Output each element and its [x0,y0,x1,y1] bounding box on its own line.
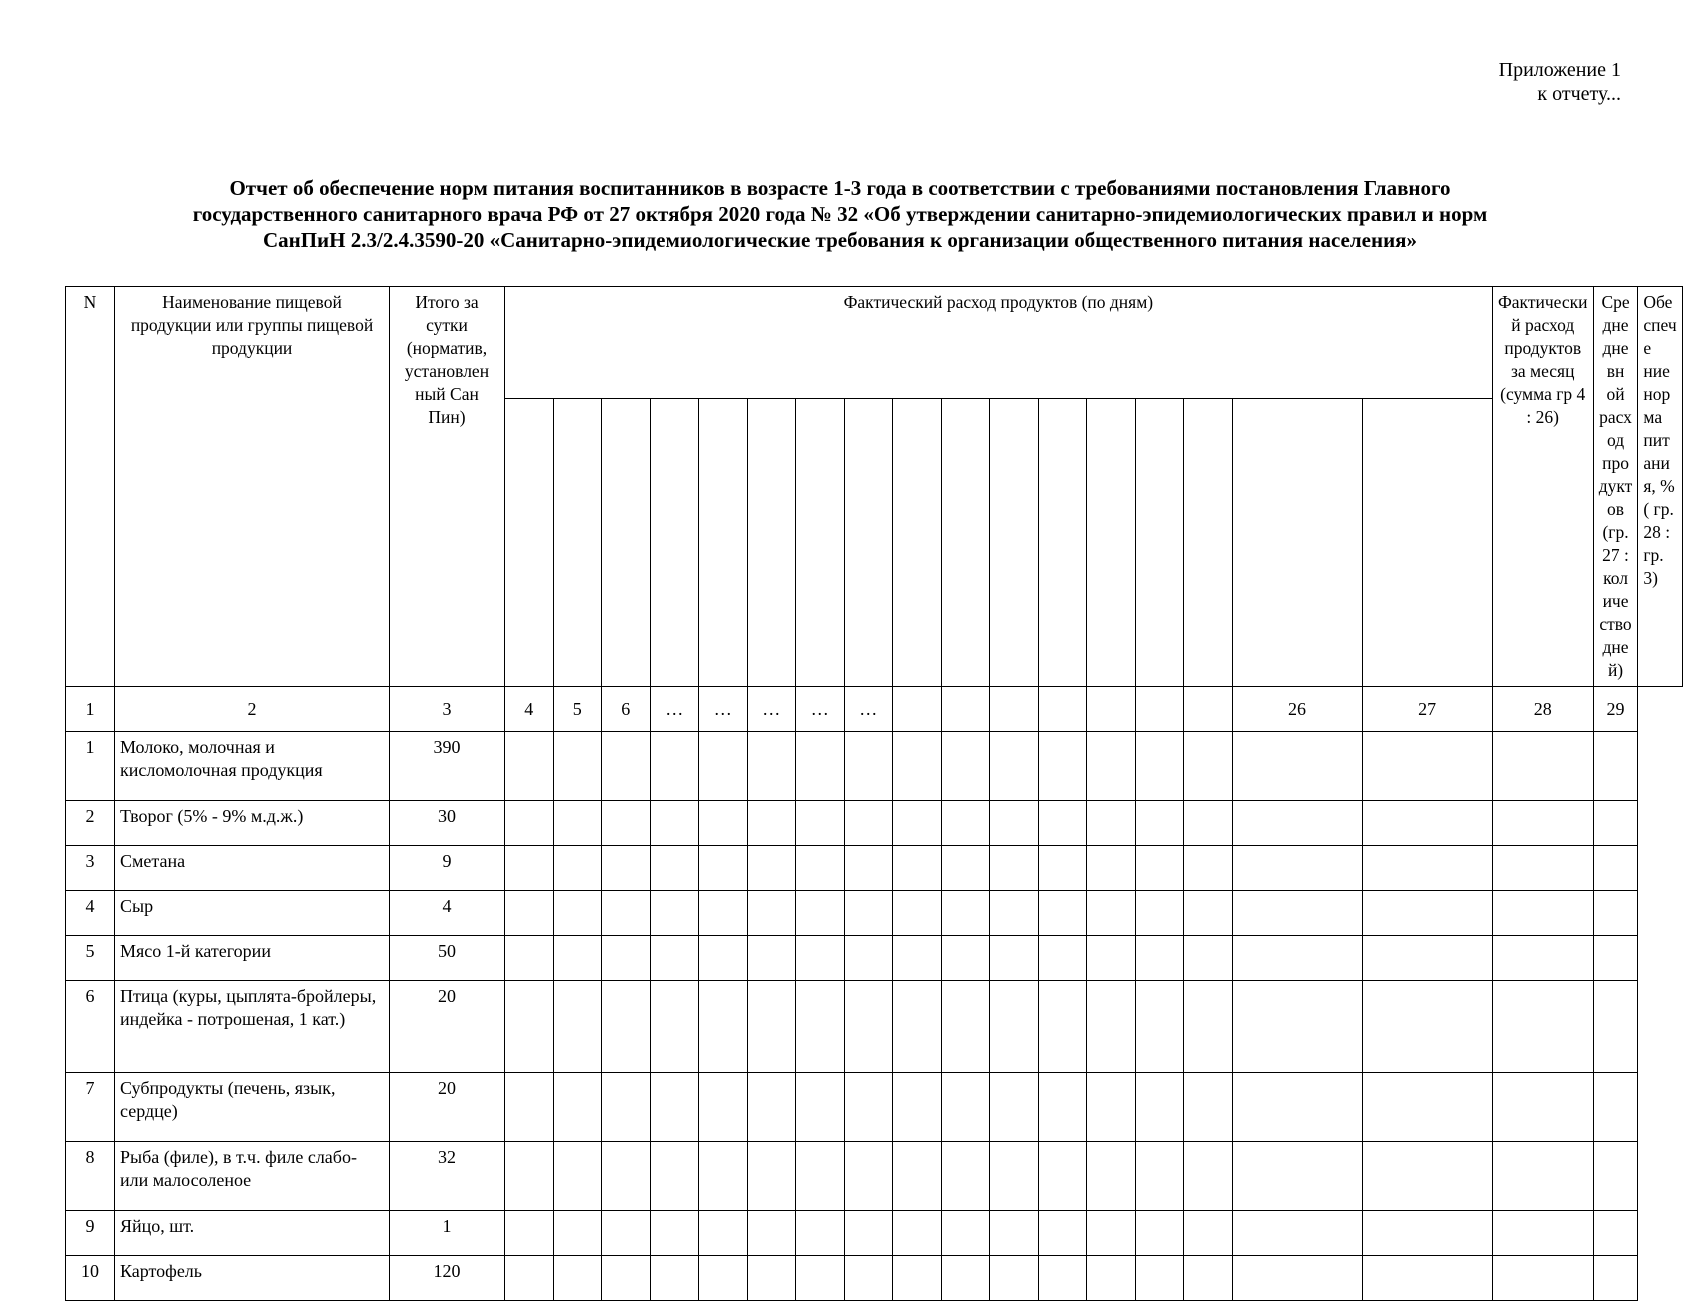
day-26-cell[interactable] [1362,891,1492,936]
day-subheader-cell [1362,398,1492,686]
header-n: N [66,287,115,687]
table-row [66,732,1683,801]
column-number-cell: 29 [1593,687,1638,732]
column-number-cell: 1 [66,687,115,732]
daily-value-cell[interactable] [1184,1211,1233,1256]
daily-value-cell[interactable] [747,801,796,846]
day-subheader-cell [699,398,748,686]
daily-value-cell[interactable] [893,732,942,801]
column-number-cell [1038,687,1087,732]
daily-value-cell[interactable] [844,801,893,846]
daily-value-cell[interactable] [1135,732,1184,801]
title-line-2: государственного санитарного врача РФ от 27 октября 2020 года № 32 «Об утверждении санитарно-эпидемиологических правил и норм [192,202,1488,226]
daily-value-cell[interactable] [796,981,845,1073]
daily-value-cell[interactable] [1135,1256,1184,1301]
daily-value-cell[interactable] [505,891,554,936]
daily-value-cell[interactable] [602,801,651,846]
daily-value-cell[interactable] [1038,732,1087,801]
day-subheader-cell [844,398,893,686]
daily-value-cell[interactable] [1038,1142,1087,1211]
daily-value-cell[interactable] [1087,1142,1136,1211]
day-subheader-cell [1184,398,1233,686]
daily-value-cell[interactable] [796,891,845,936]
norm-value: 32 [390,1142,505,1211]
daily-value-cell[interactable] [1184,936,1233,981]
product-name: Яйцо, шт. [115,1211,390,1256]
column-number-cell: 2 [115,687,390,732]
table-row [66,1142,1683,1211]
daily-value-cell[interactable] [650,846,699,891]
norm-value: 20 [390,981,505,1073]
title-line-3: СанПиН 2.3/2.4.3590-20 «Санитарно-эпидемиологические требования к организации общественного питания населения» [262,228,1418,252]
day-26-cell[interactable] [1362,936,1492,981]
daily-value-cell[interactable] [505,846,554,891]
day-subheader-cell [505,398,554,686]
daily-value-cell[interactable] [1232,1256,1362,1301]
daily-value-cell[interactable] [1135,1211,1184,1256]
daily-value-cell[interactable] [844,891,893,936]
product-name: Рыба (филе), в т.ч. филе слабо- или малосоленое [115,1142,390,1211]
provision-percent-cell[interactable] [1593,1073,1638,1142]
daily-value-cell[interactable] [796,1073,845,1142]
daily-value-cell[interactable] [505,981,554,1073]
daily-value-cell[interactable] [602,1211,651,1256]
daily-value-cell[interactable] [1087,1211,1136,1256]
day-subheader-cell [1038,398,1087,686]
daily-value-cell[interactable] [1087,936,1136,981]
daily-value-cell[interactable] [990,801,1039,846]
daily-value-cell[interactable] [990,846,1039,891]
daily-value-cell[interactable] [844,981,893,1073]
daily-value-cell[interactable] [602,891,651,936]
day-26-cell[interactable] [1362,801,1492,846]
month-total-cell[interactable] [1492,1142,1593,1211]
product-name: Птица (куры, цыплята-бройлеры, индейка - потрошеная, 1 кат.) [115,981,390,1073]
nutrition-report-table [65,286,1683,1301]
daily-value-cell[interactable] [505,1142,554,1211]
column-number-cell [990,687,1039,732]
month-total-cell[interactable] [1492,981,1593,1073]
header-name: Наименование пищевой продукции или группы пищевой продукции [115,287,390,687]
day-subheader-cell [1087,398,1136,686]
provision-percent-cell[interactable] [1593,1211,1638,1256]
table-row [66,1256,1683,1301]
table-row [66,801,1683,846]
daily-value-cell[interactable] [1184,1073,1233,1142]
daily-value-cell[interactable] [1038,1256,1087,1301]
day-subheader-cell [941,398,990,686]
daily-value-cell[interactable] [1232,1211,1362,1256]
column-number-cell: 26 [1232,687,1362,732]
table-row [66,846,1683,891]
header-daily-average: Среднедневн ой расход продуктов (гр. 27 : количество дней) [1593,287,1638,687]
daily-value-cell[interactable] [505,732,554,801]
day-subheader-cell [553,398,602,686]
day-subheader-cell [796,398,845,686]
daily-value-cell[interactable] [1232,1142,1362,1211]
row-number: 10 [66,1256,115,1301]
daily-value-cell[interactable] [893,1142,942,1211]
month-total-cell[interactable] [1492,936,1593,981]
daily-value-cell[interactable] [650,801,699,846]
column-number-row [66,687,1683,732]
daily-value-cell[interactable] [941,732,990,801]
row-number: 8 [66,1142,115,1211]
product-name: Сыр [115,891,390,936]
daily-value-cell[interactable] [553,891,602,936]
daily-value-cell[interactable] [1087,1256,1136,1301]
daily-value-cell[interactable] [844,846,893,891]
header-provision-percent: Обеспече ние норма питания, % ( гр. 28 : гр. 3) [1638,287,1683,687]
daily-value-cell[interactable] [699,801,748,846]
daily-value-cell[interactable] [553,1073,602,1142]
column-number-cell: 4 [505,687,554,732]
daily-value-cell[interactable] [990,1211,1039,1256]
daily-value-cell[interactable] [990,1142,1039,1211]
daily-value-cell[interactable] [747,732,796,801]
daily-value-cell[interactable] [1232,732,1362,801]
row-number: 5 [66,936,115,981]
daily-value-cell[interactable] [990,732,1039,801]
month-total-cell[interactable] [1492,1256,1593,1301]
daily-value-cell[interactable] [602,846,651,891]
daily-value-cell[interactable] [699,891,748,936]
appendix-line-1: Приложение 1 [1498,59,1621,81]
day-subheader-cell [893,398,942,686]
daily-value-cell[interactable] [1087,732,1136,801]
header-daily-consumption: Фактический расход продуктов (по дням) [505,287,1493,399]
day-26-cell[interactable] [1362,1142,1492,1211]
daily-value-cell[interactable] [844,1142,893,1211]
daily-value-cell[interactable] [747,1142,796,1211]
title-line-1: Отчет об обеспечение норм питания воспитанников в возрасте 1-3 года в соответствии с требованиями постановления Главного [229,176,1451,200]
daily-value-cell[interactable] [1232,936,1362,981]
daily-value-cell[interactable] [1184,801,1233,846]
daily-value-cell[interactable] [602,732,651,801]
daily-value-cell[interactable] [553,936,602,981]
header-norm: Итого за сутки (норматив, установлен ный Сан Пин) [390,287,505,687]
daily-value-cell[interactable] [602,981,651,1073]
daily-value-cell[interactable] [1087,1073,1136,1142]
daily-value-cell[interactable] [1135,891,1184,936]
daily-value-cell[interactable] [505,801,554,846]
daily-value-cell[interactable] [796,1256,845,1301]
column-number-cell: … [699,687,748,732]
daily-value-cell[interactable] [941,936,990,981]
column-number-cell: 5 [553,687,602,732]
daily-value-cell[interactable] [1184,1256,1233,1301]
product-name: Творог (5% - 9% м.д.ж.) [115,801,390,846]
column-number-cell [1087,687,1136,732]
daily-value-cell[interactable] [1232,891,1362,936]
daily-value-cell[interactable] [699,732,748,801]
product-name: Субпродукты (печень, язык, сердце) [115,1073,390,1142]
row-number: 6 [66,981,115,1073]
row-number: 2 [66,801,115,846]
daily-value-cell[interactable] [650,1211,699,1256]
daily-value-cell[interactable] [893,1073,942,1142]
daily-value-cell[interactable] [1038,846,1087,891]
norm-value: 4 [390,891,505,936]
provision-percent-cell[interactable] [1593,801,1638,846]
daily-value-cell[interactable] [1087,801,1136,846]
daily-value-cell[interactable] [1135,1142,1184,1211]
daily-value-cell[interactable] [1232,1073,1362,1142]
norm-value: 50 [390,936,505,981]
column-number-cell: 6 [602,687,651,732]
daily-value-cell[interactable] [553,732,602,801]
daily-value-cell[interactable] [699,1073,748,1142]
daily-value-cell[interactable] [747,981,796,1073]
column-number-cell [941,687,990,732]
daily-value-cell[interactable] [1184,732,1233,801]
daily-value-cell[interactable] [893,1256,942,1301]
daily-value-cell[interactable] [1184,846,1233,891]
column-number-cell: 3 [390,687,505,732]
product-name: Картофель [115,1256,390,1301]
daily-value-cell[interactable] [650,732,699,801]
daily-value-cell[interactable] [796,1142,845,1211]
daily-value-cell[interactable] [796,936,845,981]
daily-value-cell[interactable] [893,891,942,936]
daily-value-cell[interactable] [650,1142,699,1211]
day-26-cell[interactable] [1362,846,1492,891]
daily-value-cell[interactable] [747,1211,796,1256]
daily-value-cell[interactable] [553,846,602,891]
daily-value-cell[interactable] [990,1256,1039,1301]
daily-value-cell[interactable] [893,981,942,1073]
daily-value-cell[interactable] [650,981,699,1073]
table-row [66,981,1683,1073]
month-total-cell[interactable] [1492,891,1593,936]
daily-value-cell[interactable] [650,936,699,981]
daily-value-cell[interactable] [941,1142,990,1211]
day-26-cell[interactable] [1362,981,1492,1073]
daily-value-cell[interactable] [505,1211,554,1256]
daily-value-cell[interactable] [1087,846,1136,891]
daily-value-cell[interactable] [941,981,990,1073]
daily-value-cell[interactable] [699,981,748,1073]
column-number-cell [893,687,942,732]
daily-value-cell[interactable] [1232,846,1362,891]
day-subheader-cell [602,398,651,686]
column-number-cell: … [747,687,796,732]
norm-value: 20 [390,1073,505,1142]
month-total-cell[interactable] [1492,1073,1593,1142]
column-number-cell [1184,687,1233,732]
product-name: Сметана [115,846,390,891]
product-name: Молоко, молочная и кисломолочная продукция [115,732,390,801]
daily-value-cell[interactable] [941,1073,990,1142]
product-name: Мясо 1-й категории [115,936,390,981]
provision-percent-cell[interactable] [1593,732,1638,801]
daily-value-cell[interactable] [990,981,1039,1073]
daily-value-cell[interactable] [1135,801,1184,846]
daily-value-cell[interactable] [1038,891,1087,936]
daily-value-cell[interactable] [1135,846,1184,891]
day-26-cell[interactable] [1362,1211,1492,1256]
daily-value-cell[interactable] [602,1256,651,1301]
daily-value-cell[interactable] [941,846,990,891]
provision-percent-cell[interactable] [1593,936,1638,981]
daily-value-cell[interactable] [893,1211,942,1256]
daily-value-cell[interactable] [650,891,699,936]
daily-value-cell[interactable] [553,981,602,1073]
daily-value-cell[interactable] [747,846,796,891]
row-number: 4 [66,891,115,936]
daily-value-cell[interactable] [505,936,554,981]
daily-value-cell[interactable] [796,1211,845,1256]
day-subheader-cell [990,398,1039,686]
daily-value-cell[interactable] [553,801,602,846]
daily-value-cell[interactable] [699,936,748,981]
row-number: 1 [66,732,115,801]
day-26-cell[interactable] [1362,732,1492,801]
row-number: 9 [66,1211,115,1256]
daily-value-cell[interactable] [1087,981,1136,1073]
daily-value-cell[interactable] [747,936,796,981]
daily-value-cell[interactable] [602,936,651,981]
daily-value-cell[interactable] [699,1211,748,1256]
daily-value-cell[interactable] [747,891,796,936]
daily-value-cell[interactable] [893,936,942,981]
provision-percent-cell[interactable] [1593,891,1638,936]
row-number: 3 [66,846,115,891]
daily-value-cell[interactable] [1087,891,1136,936]
daily-value-cell[interactable] [941,891,990,936]
norm-value: 1 [390,1211,505,1256]
day-subheader-cell [650,398,699,686]
row-number: 7 [66,1073,115,1142]
daily-value-cell[interactable] [505,1256,554,1301]
month-total-cell[interactable] [1492,801,1593,846]
report-title [60,175,1620,253]
daily-value-cell[interactable] [844,1211,893,1256]
daily-value-cell[interactable] [602,1142,651,1211]
daily-value-cell[interactable] [1232,801,1362,846]
daily-value-cell[interactable] [650,1073,699,1142]
daily-value-cell[interactable] [990,891,1039,936]
table-row [66,891,1683,936]
column-number-cell: … [844,687,893,732]
daily-value-cell[interactable] [747,1256,796,1301]
daily-value-cell[interactable] [699,1142,748,1211]
header-month-total: Фактический расход продуктов за месяц (сумма гр 4 : 26) [1492,287,1593,687]
daily-value-cell[interactable] [1135,981,1184,1073]
daily-value-cell[interactable] [553,1211,602,1256]
daily-value-cell[interactable] [505,1073,554,1142]
month-total-cell[interactable] [1492,846,1593,891]
daily-value-cell[interactable] [990,936,1039,981]
daily-value-cell[interactable] [699,1256,748,1301]
norm-value: 9 [390,846,505,891]
daily-value-cell[interactable] [699,846,748,891]
norm-value: 30 [390,801,505,846]
table-row [66,936,1683,981]
provision-percent-cell[interactable] [1593,1256,1638,1301]
column-number-cell: … [650,687,699,732]
norm-value: 390 [390,732,505,801]
month-total-cell[interactable] [1492,732,1593,801]
daily-value-cell[interactable] [941,801,990,846]
column-number-cell: … [796,687,845,732]
daily-value-cell[interactable] [747,1073,796,1142]
daily-value-cell[interactable] [893,801,942,846]
daily-value-cell[interactable] [602,1073,651,1142]
daily-value-cell[interactable] [941,1211,990,1256]
header-row [66,287,1683,399]
daily-value-cell[interactable] [1135,936,1184,981]
daily-value-cell[interactable] [844,1256,893,1301]
day-subheader-cell [1232,398,1362,686]
day-26-cell[interactable] [1362,1256,1492,1301]
daily-value-cell[interactable] [1232,981,1362,1073]
daily-value-cell[interactable] [844,936,893,981]
daily-value-cell[interactable] [796,732,845,801]
day-subheader-cell [1135,398,1184,686]
appendix-line-2: к отчету... [1537,83,1621,105]
day-subheader-cell [747,398,796,686]
column-number-cell [1135,687,1184,732]
daily-value-cell[interactable] [1184,1142,1233,1211]
month-total-cell[interactable] [1492,1211,1593,1256]
daily-value-cell[interactable] [1184,981,1233,1073]
daily-value-cell[interactable] [553,1142,602,1211]
norm-value: 120 [390,1256,505,1301]
daily-value-cell[interactable] [1038,1073,1087,1142]
table-row [66,1211,1683,1256]
daily-value-cell[interactable] [796,846,845,891]
daily-value-cell[interactable] [1038,1211,1087,1256]
appendix-note [1499,58,1621,106]
daily-value-cell[interactable] [1184,891,1233,936]
provision-percent-cell[interactable] [1593,1142,1638,1211]
table-row [66,1073,1683,1142]
provision-percent-cell[interactable] [1593,846,1638,891]
column-number-cell: 27 [1362,687,1492,732]
daily-value-cell[interactable] [990,1073,1039,1142]
column-number-cell: 28 [1492,687,1593,732]
daily-value-cell[interactable] [941,1256,990,1301]
daily-value-cell[interactable] [796,801,845,846]
daily-value-cell[interactable] [1135,1073,1184,1142]
daily-value-cell[interactable] [1038,801,1087,846]
daily-value-cell[interactable] [844,732,893,801]
daily-value-cell[interactable] [844,1073,893,1142]
daily-value-cell[interactable] [1038,936,1087,981]
daily-value-cell[interactable] [650,1256,699,1301]
provision-percent-cell[interactable] [1593,981,1638,1073]
daily-value-cell[interactable] [1038,981,1087,1073]
daily-value-cell[interactable] [893,846,942,891]
daily-value-cell[interactable] [553,1256,602,1301]
day-26-cell[interactable] [1362,1073,1492,1142]
